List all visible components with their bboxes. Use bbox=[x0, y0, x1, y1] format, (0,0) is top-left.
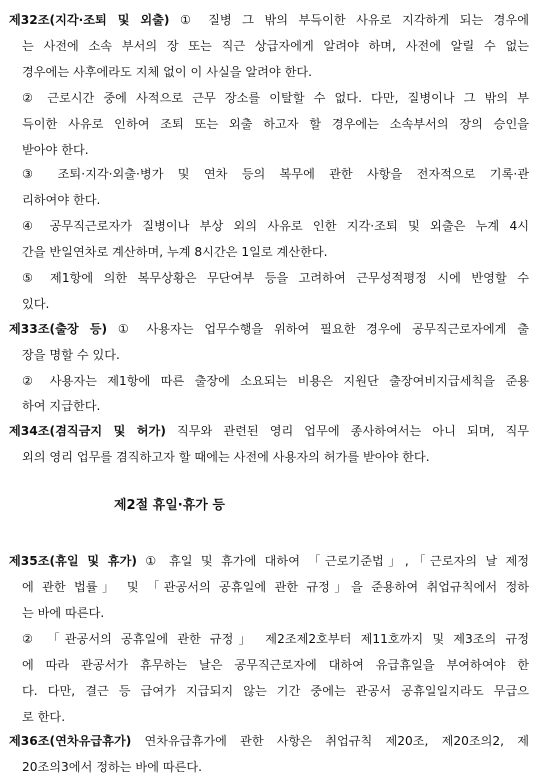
article-32-para-3-line-2: 리하여야 한다. bbox=[22, 193, 101, 207]
article-35-para-2-line-2: 에 따라 관공서가 휴무하는 날은 공무직근로자에 대하여 유급휴일을 부여하여야 한 bbox=[22, 658, 529, 672]
section-title: 제2절 휴일·휴가 등 bbox=[114, 498, 225, 513]
article-35-text: ① 휴일 및 휴가에 대하여 「근로기준법」,「근로자의 날 제정 bbox=[136, 554, 530, 568]
article-33-text: ① 사용자는 업무수행을 위하여 필요한 경우에 공무직근로자에게 출 bbox=[107, 322, 529, 336]
article-32-line-1 bbox=[9, 12, 529, 29]
article-34-text: 직무와 관련된 영리 업무에 종사하여서는 아니 되며, 직무 bbox=[165, 424, 529, 438]
article-35-para-2-line-3: 다. 다만, 결근 등 급여가 지급되지 않는 기간 중에는 관공서 공휴일일지라도 무급으 bbox=[22, 684, 529, 698]
article-33-para-2-line-2: 하여 지급한다. bbox=[22, 399, 101, 413]
article-34-heading: 제34조(겸직금지 및 허가) bbox=[9, 424, 166, 438]
article-33-line-2: 장을 명할 수 있다. bbox=[22, 348, 120, 362]
article-32-para-5-line-2: 있다. bbox=[22, 297, 50, 311]
article-32-para-2-line-1: ② 근로시간 중에 사적으로 근무 장소를 이탈할 수 없다. 다만, 질병이나 그 밖의 부 bbox=[22, 91, 529, 105]
article-34-line-2: 외의 영리 업무를 겸직하고자 할 때에는 사전에 사용자의 허가를 받아야 한다. bbox=[22, 450, 430, 464]
article-35-line-1 bbox=[9, 553, 529, 570]
article-35-para-2-line-4: 로 한다. bbox=[22, 710, 66, 724]
article-32-text: ① 질병 그 밖의 부득이한 사유로 지각하게 되는 경우에 bbox=[169, 13, 529, 27]
article-32-line-3: 경우에는 사후에라도 지체 없이 이 사실을 알려야 한다. bbox=[22, 65, 313, 79]
article-32-para-2-line-2: 득이한 사유로 인하여 조퇴 또는 외출 하고자 할 경우에는 소속부서의 장의 승인을 bbox=[22, 117, 529, 131]
article-32-para-4-line-2: 간을 반일연차로 계산하며, 누계 8시간은 1일로 계산한다. bbox=[22, 245, 328, 259]
article-32-para-3-line-1: ③ 조퇴·지각·외출·병가 및 연차 등의 복무에 관한 사항을 전자적으로 기록·관 bbox=[22, 167, 529, 181]
article-36-line-1 bbox=[9, 733, 529, 750]
article-32-para-2-line-3: 받아야 한다. bbox=[22, 143, 89, 157]
article-33-line-1 bbox=[9, 321, 529, 338]
article-32-para-5-line-1: ⑤ 제1항에 의한 복무상황은 무단여부 등을 고려하여 근무성적평정 시에 반영할 수 bbox=[22, 271, 529, 285]
article-36-heading: 제36조(연차유급휴가) bbox=[9, 734, 132, 748]
article-33-heading: 제33조(출장 등) bbox=[9, 322, 108, 336]
article-33-para-2-line-1: ② 사용자는 제1항에 따른 출장에 소요되는 비용은 지원단 출장여비지급세칙을 준용 bbox=[22, 374, 529, 388]
article-35-line-2: 에 관한 법률」 및 「관공서의 공휴일에 관한 규정」을 준용하여 취업규칙에서 정하 bbox=[22, 580, 529, 594]
article-34-line-1 bbox=[9, 423, 529, 440]
article-32-heading: 제32조(지각·조퇴 및 외출) bbox=[9, 13, 170, 27]
article-32-line-2: 는 사전에 소속 부서의 장 또는 직근 상급자에게 알려야 하며, 사전에 알릴 수 없는 bbox=[22, 39, 529, 53]
article-35-para-2-line-1: ② 「관공서의 공휴일에 관한 규정」 제2조제2호부터 제11호까지 및 제3조의 규정 bbox=[22, 632, 529, 646]
article-32-para-4-line-1: ④ 공무직근로자가 질병이나 부상 외의 사유로 인한 지각·조퇴 및 외출은 누계 4시 bbox=[22, 219, 529, 233]
article-35-heading: 제35조(휴일 및 휴가) bbox=[9, 554, 137, 568]
article-36-text: 연차유급휴가에 관한 사항은 취업규칙 제20조, 제20조의2, 제 bbox=[131, 734, 529, 748]
article-35-line-3: 는 바에 따른다. bbox=[22, 606, 105, 620]
article-36-line-2: 20조의3에서 정하는 바에 따른다. bbox=[22, 760, 203, 774]
